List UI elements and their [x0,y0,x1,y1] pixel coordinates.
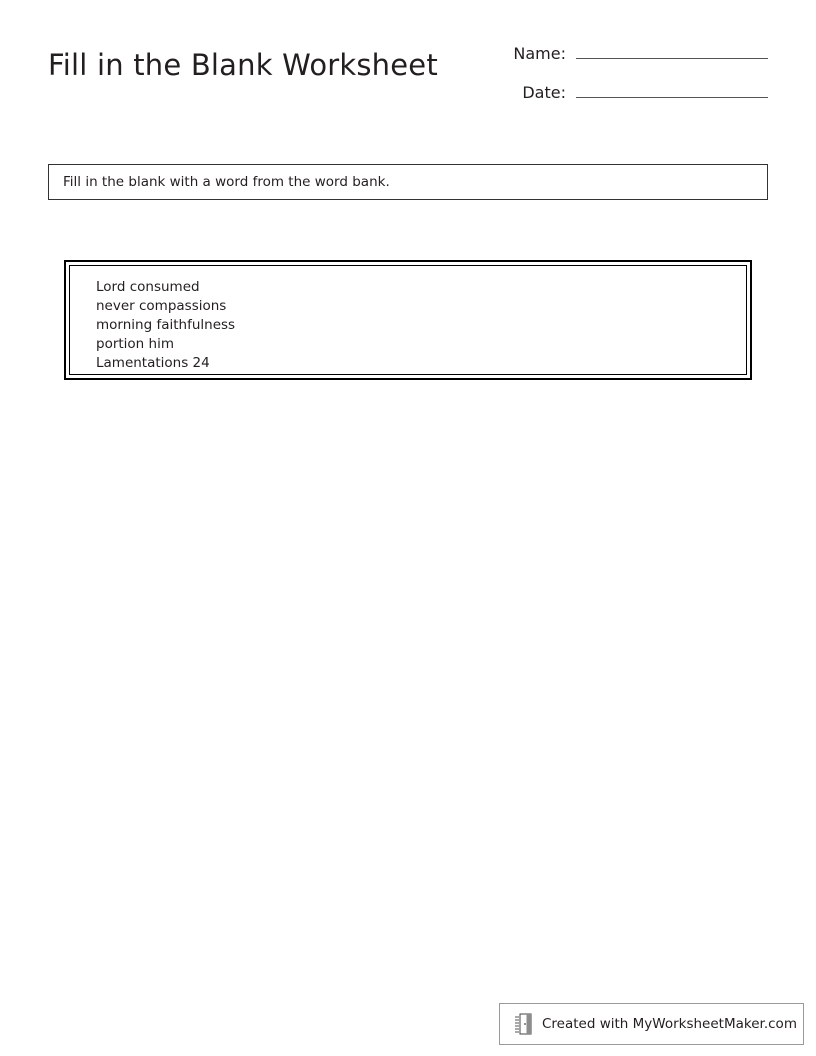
date-input-line[interactable] [576,79,768,98]
name-field-label: Name: [513,44,566,63]
worksheet-maker-logo-icon [514,1013,534,1035]
worksheet-header [48,40,768,130]
footer-credit-badge[interactable] [499,1003,804,1045]
name-date-block [458,40,768,118]
name-field-row [458,40,768,63]
word-bank-line: never compassions [96,298,227,314]
instruction-box [48,164,768,200]
footer-credit-text: Created with MyWorksheetMaker.com [542,1016,797,1032]
word-bank-inner [69,265,747,375]
date-field-label: Date: [522,83,566,102]
instruction-text: Fill in the blank with a word from the word bank. [63,174,390,190]
word-bank-box [64,260,752,380]
word-bank-line: Lord consumed [96,279,200,295]
word-bank-line: morning faithfulness [96,317,236,333]
word-bank-line: portion him [96,336,174,352]
page-title: Fill in the Blank Worksheet [48,48,438,82]
date-field-row [458,79,768,102]
name-input-line[interactable] [576,40,768,59]
word-bank-line: Lamentations 24 [96,355,210,371]
